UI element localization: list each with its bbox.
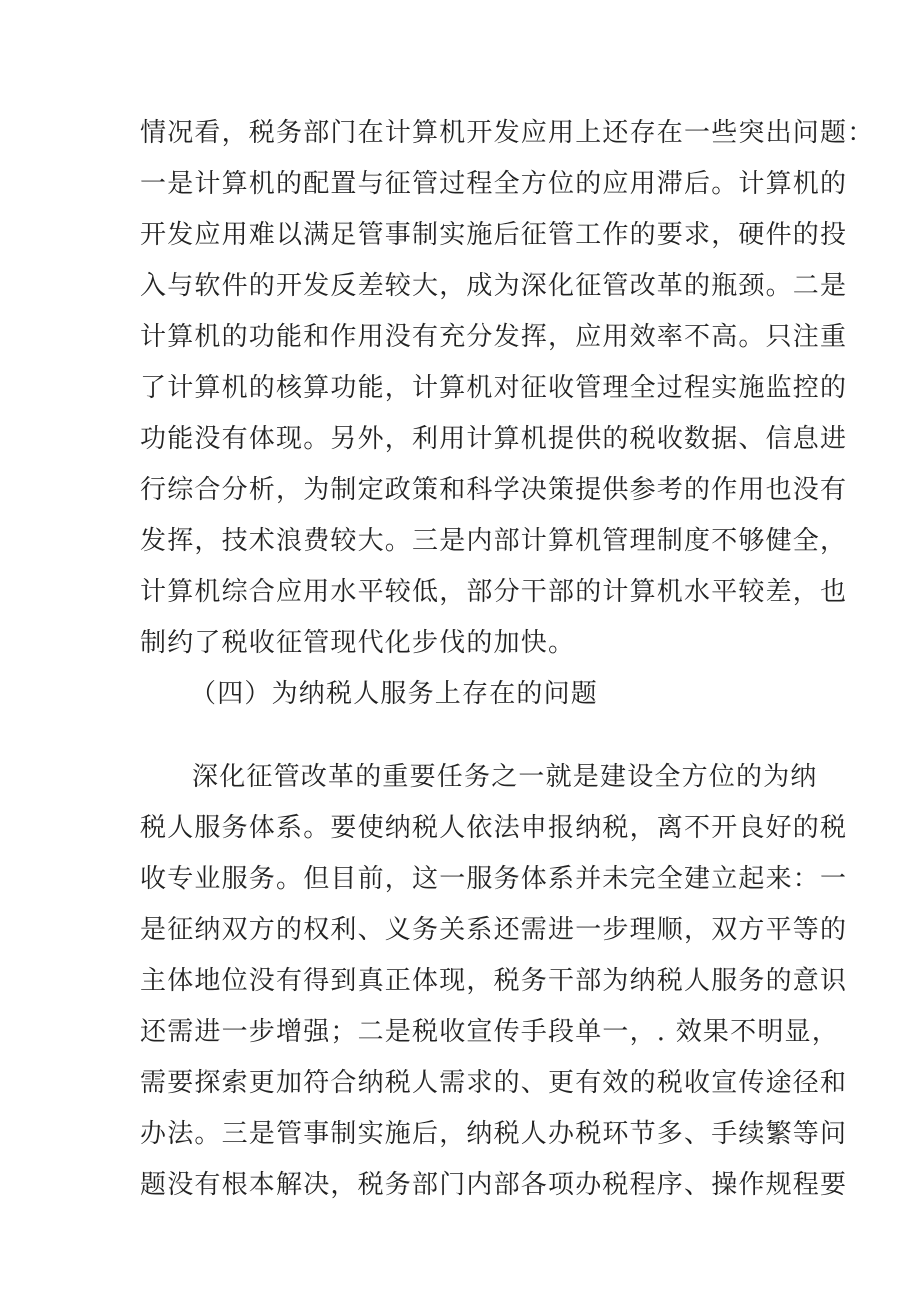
text-line: 还需进一步增强；二是税收宣传手段单一，. 效果不明显， [140, 1017, 839, 1047]
text-line: 开发应用难以满足管事制实施后征管工作的要求，硬件的投 [140, 220, 848, 250]
text-line: 深化征管改革的重要任务之一就是建设全方位的为纳 [192, 762, 818, 792]
text-line: 税人服务体系。要使纳税人依法申报纳税，离不开良好的税 [140, 813, 848, 843]
text-line: 情况看，税务部门在计算机开发应用上还存在一些突出问题： [140, 118, 875, 148]
section-heading: （四）为纳税人服务上存在的问题 [190, 679, 599, 709]
text-line: 一是计算机的配置与征管过程全方位的应用滞后。计算机的 [140, 169, 848, 199]
text-line: 办法。三是管事制实施后，纳税人办税环节多、手续繁等问 [140, 1119, 848, 1149]
text-line: 收专业服务。但目前，这一服务体系并未完全建立起来：一 [140, 864, 848, 894]
text-line: 了计算机的核算功能，计算机对征收管理全过程实施监控的 [140, 373, 848, 403]
text-line: 行综合分析，为制定政策和科学决策提供参考的作用也没有 [140, 475, 848, 505]
text-line: 发挥，技术浪费较大。三是内部计算机管理制度不够健全， [140, 526, 848, 556]
text-line: 需要探索更加符合纳税人需求的、更有效的税收宣传途径和 [140, 1068, 848, 1098]
text-line: 主体地位没有得到真正体现，税务干部为纳税人服务的意识 [140, 966, 848, 996]
text-line: 计算机综合应用水平较低，部分干部的计算机水平较差，也 [140, 577, 848, 607]
text-line: 是征纳双方的权利、义务关系还需进一步理顺，双方平等的 [140, 915, 848, 945]
text-line: 制约了税收征管现代化步伐的加快。 [140, 628, 576, 658]
text-line: 计算机的功能和作用没有充分发挥，应用效率不高。只注重 [140, 322, 848, 352]
text-line: 功能没有体现。另外，利用计算机提供的税收数据、信息进 [140, 424, 848, 454]
text-line: 入与软件的开发反差较大，成为深化征管改革的瓶颈。二是 [140, 271, 848, 301]
text-line: 题没有根本解决，税务部门内部各项办税程序、操作规程要 [140, 1170, 848, 1200]
